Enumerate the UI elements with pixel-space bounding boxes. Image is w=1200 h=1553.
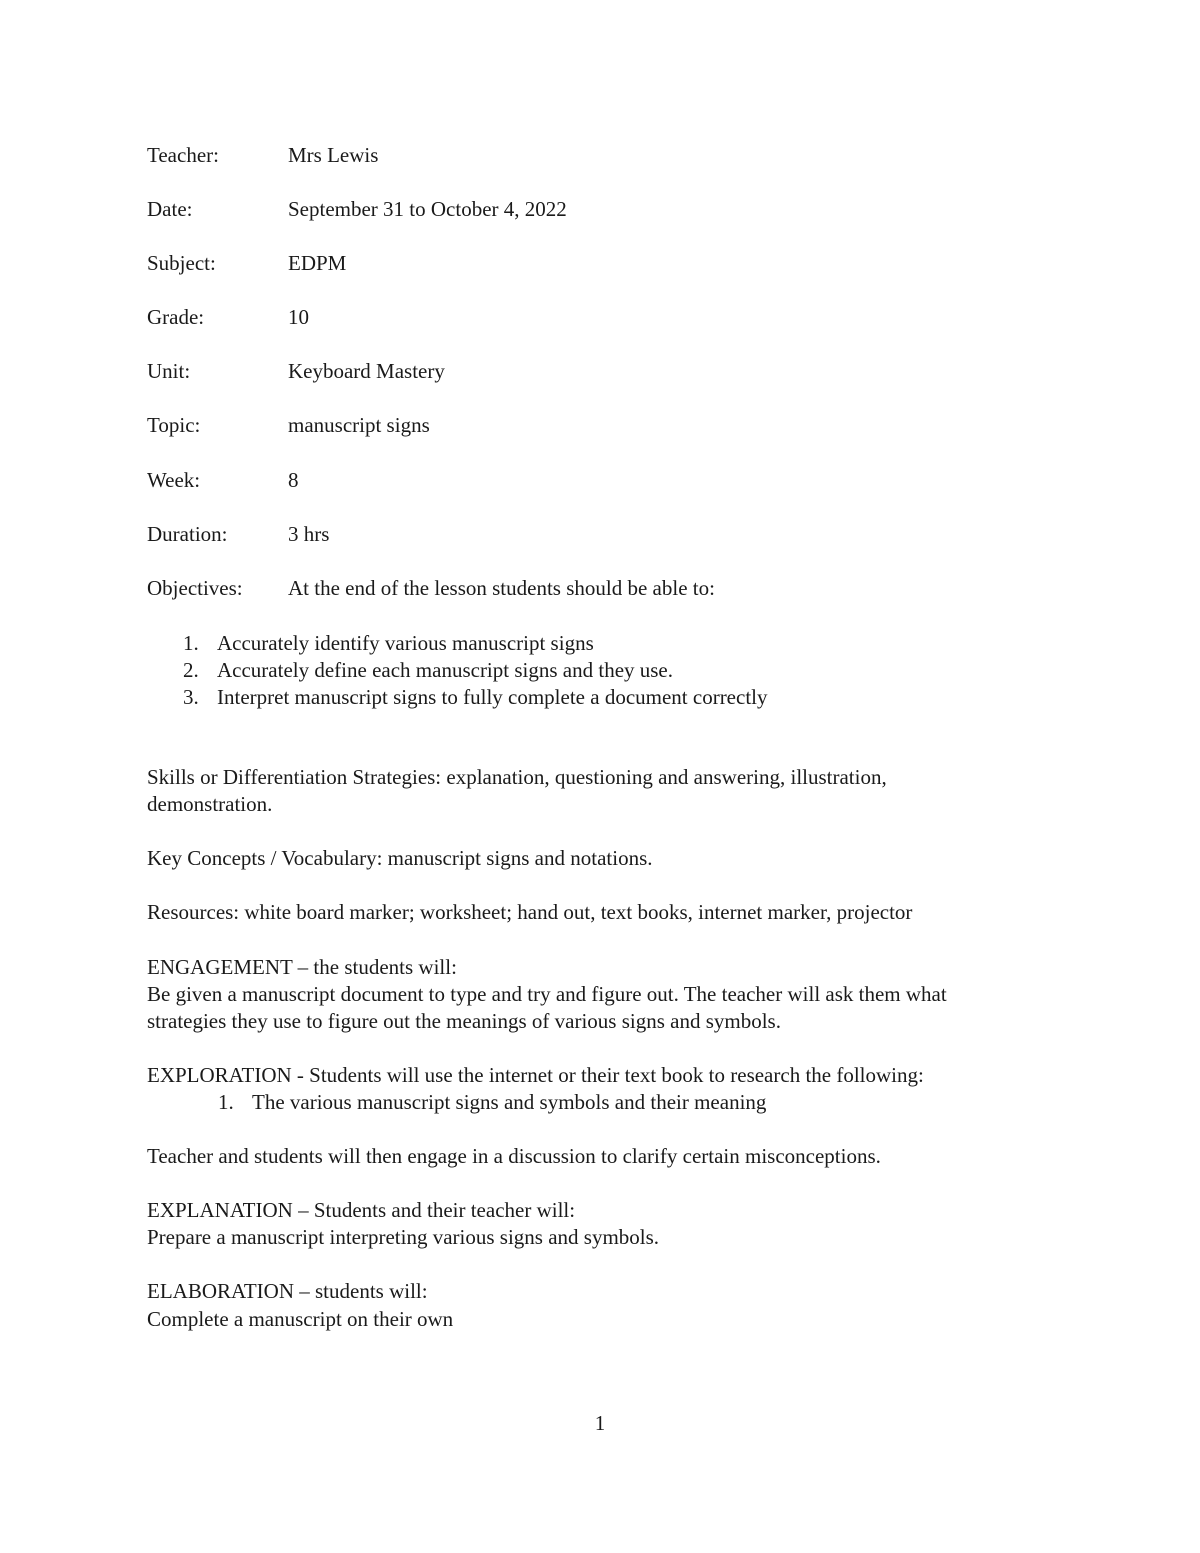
field-value: September 31 to October 4, 2022 — [288, 197, 567, 221]
list-text: The various manuscript signs and symbols and their meaning — [252, 1090, 767, 1114]
section-heading: EXPLANATION – Students and their teacher will: — [147, 1198, 576, 1222]
field-label: Topic: — [147, 413, 201, 437]
list-number: 2. — [183, 658, 199, 682]
field-value: manuscript signs — [288, 413, 430, 437]
page-number: 1 — [594, 1411, 606, 1435]
list-text: Accurately identify various manuscript signs — [217, 631, 594, 655]
field-value: Mrs Lewis — [288, 143, 379, 167]
skills-line: demonstration. — [147, 792, 273, 816]
skills-line: Skills or Differentiation Strategies: explanation, questioning and answering, illustration, — [147, 765, 887, 789]
list-text: Accurately define each manuscript signs and they use. — [217, 658, 674, 682]
field-label: Duration: — [147, 522, 228, 546]
section-heading: ELABORATION – students will: — [147, 1279, 428, 1303]
section-line: Prepare a manuscript interpreting various signs and symbols. — [147, 1225, 660, 1249]
section-heading: EXPLORATION - Students will use the internet or their text book to research the following: — [147, 1063, 924, 1087]
section-heading: ENGAGEMENT – the students will: — [147, 955, 457, 979]
field-label: Teacher: — [147, 143, 219, 167]
field-label: Subject: — [147, 251, 216, 275]
field-value: EDPM — [288, 251, 347, 275]
field-label: Unit: — [147, 359, 191, 383]
field-value: 3 hrs — [288, 522, 330, 546]
list-number: 1. — [218, 1090, 234, 1114]
section-line: strategies they use to figure out the meanings of various signs and symbols. — [147, 1009, 781, 1033]
field-value: Keyboard Mastery — [288, 359, 445, 383]
list-text: Interpret manuscript signs to fully complete a document correctly — [217, 685, 768, 709]
key-concepts-paragraph: Key Concepts / Vocabulary: manuscript signs and notations. — [147, 846, 653, 870]
field-label: Objectives: — [147, 576, 243, 600]
list-number: 3. — [183, 685, 199, 709]
section-line: Complete a manuscript on their own — [147, 1307, 454, 1331]
field-value: 10 — [288, 305, 309, 329]
field-label: Grade: — [147, 305, 205, 329]
section-line: Be given a manuscript document to type and try and figure out. The teacher will ask them what — [147, 982, 947, 1006]
resources-paragraph: Resources: white board marker; worksheet; hand out, text books, internet marker, projector — [147, 900, 913, 924]
discussion-paragraph: Teacher and students will then engage in a discussion to clarify certain misconceptions. — [147, 1144, 881, 1168]
field-value: 8 — [288, 468, 299, 492]
field-label: Date: — [147, 197, 193, 221]
field-label: Week: — [147, 468, 201, 492]
list-number: 1. — [183, 631, 199, 655]
field-value: At the end of the lesson students should be able to: — [288, 576, 715, 600]
